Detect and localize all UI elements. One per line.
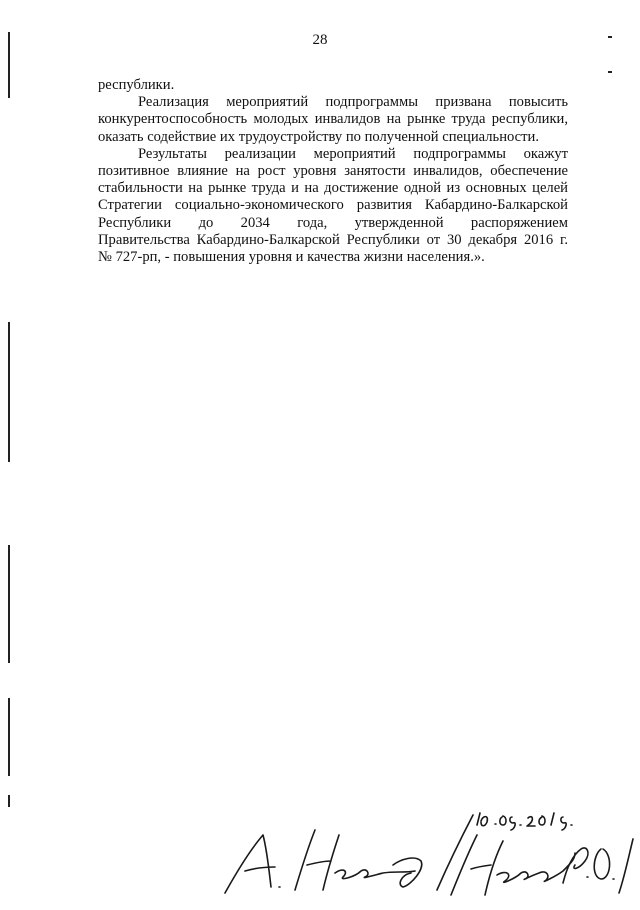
document-body bbox=[98, 77, 568, 266]
scan-margin-mark bbox=[8, 795, 10, 807]
paragraph-line: позитивное влияние на рост уровня занятости инвалидов, обеспечение bbox=[98, 163, 568, 180]
paragraph-line: № 727-рп, - повышения уровня и качества жизни населения.». bbox=[98, 249, 485, 266]
paragraph-line: Результаты реализации мероприятий подпрограммы окажут bbox=[138, 145, 568, 162]
signature-drawing bbox=[215, 795, 635, 905]
paragraph-line: стабильности на рынке труда и на достижение одной из основных целей bbox=[98, 180, 568, 197]
scan-margin-mark bbox=[8, 322, 10, 462]
paragraph-line: Реализация мероприятий подпрограммы призвана повысить bbox=[138, 94, 568, 111]
paragraph-line: Республики до 2034 года, утвержденной распоряжением bbox=[98, 214, 568, 231]
paragraph-line: Правительства Кабардино-Балкарской Республики от 30 декабря 2016 г. bbox=[98, 231, 568, 248]
paragraph-line: конкурентоспособность молодых инвалидов на рынке труда республики, bbox=[98, 111, 568, 128]
scan-edge-mark bbox=[608, 71, 612, 73]
handwritten-signature bbox=[215, 795, 635, 905]
paragraph-line: оказать содействие их трудоустройству по полученной специальности. bbox=[98, 128, 539, 145]
scan-margin-mark bbox=[8, 32, 10, 98]
paragraph-line: республики. bbox=[98, 77, 175, 93]
scan-margin-mark bbox=[8, 698, 10, 776]
scan-margin-mark bbox=[8, 545, 10, 663]
scan-edge-mark bbox=[608, 36, 612, 38]
page-number: 28 bbox=[312, 32, 328, 48]
paragraph-line: Стратегии социально-экономического развития Кабардино-Балкарской bbox=[98, 197, 568, 214]
signature-date bbox=[215, 795, 216, 796]
